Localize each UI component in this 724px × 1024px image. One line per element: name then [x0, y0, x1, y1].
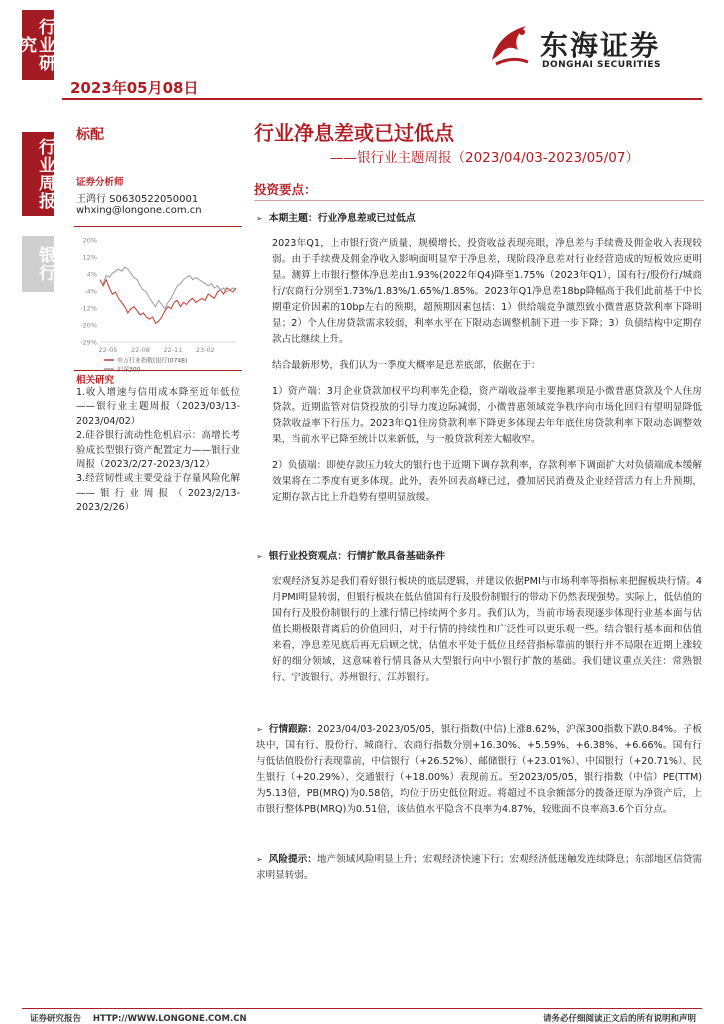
x-tick-label: 22-11 [163, 346, 183, 354]
logo-text-en: DONGHAI SECURITIES [542, 60, 661, 70]
footer-divider [22, 1008, 702, 1009]
related-item[interactable]: 3.经营韧性或主要受益于存量风险化解——银行业周报（2023/2/13-2023/2/26） [76, 473, 240, 514]
y-tick-label: 4% [86, 270, 97, 279]
x-tick-label: 23-02 [195, 346, 215, 354]
analyst-name: 王鸿行 S0630522050001 [76, 194, 199, 205]
related-item[interactable]: 2.硅谷银行流动性危机启示：高增长考验成长型银行资产配置定力——银行业周报（2023/2/27-2023/3/12） [76, 430, 240, 471]
invest-heading: 投资要点： [254, 182, 317, 197]
y-tick-label: 12% [82, 253, 97, 262]
x-tick-label: 22-08 [130, 346, 150, 354]
related-research-list [76, 386, 240, 516]
y-tick-label: -29% [80, 338, 97, 347]
theme-paragraph-1: 2023年Q1，上市银行资产质量、规模增长、投资收益表现亮眼，净息差与手续费及佣金收入表现较弱。由于手续费及佣金净收入影响面明显窄于净息差，现阶段净息差对行业经营造成的短板效应更明显。测算上市银行整体净息差由1.93%(2022年Q4)降至1.75%（2023年Q1），国有行/股份行/城商行/农商行分别至1.73%/1.83%/1.65%/1.85%。2023年Q1净息差18bp降幅高于我们此前基于中长期重定价因素的10bp左右的预期，超预期因素包括：1）供给端竞争激烈致小微普惠贷款利率下降明显；2）个人住房贷款需求较弱，利率水平在下限动态调整机制下进一步下降；3）负债结构中定期存款占比继续上升。 [272, 238, 702, 345]
report-date: 2023年05月08日 [70, 79, 199, 97]
analyst-divider [74, 226, 242, 227]
y-tick-label: 20% [82, 236, 97, 245]
sidebar-tag-weekly: 行业周报 [22, 132, 54, 216]
theme-paragraph-4: 2）负债端：即使存款压力较大的银行也于近期下调存款利率，存款利率下调面扩大对负债端成本缓解效果将在二季度有更多体现。此外，表外回表高峰已过，叠加居民消费及企业经营活力有上升预期，定期存款占比上升趋势有望明显放缓。 [272, 460, 702, 503]
index-comparison-chart [70, 232, 242, 372]
y-tick-label: -20% [80, 321, 97, 330]
bullet-arrow-icon: ➢ [256, 214, 263, 223]
y-tick-label: -12% [80, 304, 97, 313]
analyst-email: whxing@longone.com.cn [76, 205, 202, 216]
section-market: ➢ 行情跟踪：2023/04/03-2023/05/05，银行指数(中信)上涨8.62%，沪深300指数下跌0.84%。子板块中，国有行、股份行、城商行、农商行指数分别+16.30%、+5.59%、+6.38%、+6.66%。国有行与低估值股份行表现靠前，中信银行（+26.52%）、邮储银行（+23.01%）、中国银行（+20.71%）、民生银行（+20.29%）、交通银行（+18.00%）表现前五。至2023/05/05，银行指数（中信）PE(TTM)为5.13倍，PB(MRQ)为0.58倍，均位于历史低位附近。将超过不良余额部分的拨备还原为净资产后，上市银行整体PB(MRQ)为0.51倍，该估值水平隐含不良率为4.87%，较账面不良率高3.6个百分点。 [256, 724, 702, 815]
y-tick-label: -4% [84, 287, 97, 296]
logo-emblem-icon [488, 20, 534, 70]
legend-label [117, 366, 141, 373]
header-divider [62, 98, 702, 100]
chart-divider [74, 370, 242, 371]
risk-paragraph: 地产领域风险明显上升；宏观经济快速下行；宏观经济低迷触发连续降息；东部地区信贷需求明显转弱。 [256, 854, 703, 881]
series-line [100, 280, 236, 324]
logo-text-cn: 东海证券 [540, 29, 661, 62]
x-tick-label: 22-05 [98, 346, 118, 354]
analyst-heading: 证券分析师 [76, 177, 124, 188]
rating: 标配 [76, 127, 104, 143]
bullet-arrow-icon: ➢ [256, 552, 263, 561]
section-risk: ➢ 风险提示：地产领域风险明显上升；宏观经济快速下行；宏观经济低迷触发连续降息；东部地区信贷需求明显转弱。 [256, 854, 703, 881]
report-subtitle: ——银行业主题周报（2023/04/03-2023/05/07） [330, 150, 639, 166]
section-theme: ➢ 本期主题：行业净息差或已过低点 2023年Q1，上市银行资产质量、规模增长、投资收益表现亮眼，净息差与手续费及佣金收入表现较弱。由于手续费及佣金净收入影响面明显窄于净息差，现阶段净息差对行业经营造成的短板效应更明显。测算上市银行整体净息差由1.93%(2022年Q4)降至1.75%（2023年Q1），国有行/股份行/城商行/农商行分别至1.73%/1.83%/1.65%/1.85%。2023年Q1净息差18bp降幅高于我们此前基于中长期重定价因素的10bp左右的预期，超预期因素包括：1）供给端竞争激烈致小微普惠贷款利率下降明显；2）个人住房贷款需求较弱，利率水平在下限动态调整机制下进一步下降；3）负债结构中定期存款占比继续上升。 结合最新形势，我们认为一季度大概率是息差底部，依据在于： 1）资产端：3月企业贷款加权平均利率先企稳，资产端收益率主要拖累项是小微普惠贷款及个人住房贷款。近期监管对信贷投放的引导力度边际减弱，小微普惠领域竞争秩序向市场化回归有望明显降低贷款收益率下行压力。2023年Q1住房贷款利率下降更多体现去年年底住房贷款利率下限动态调整效果，当前水平已降至统计以来新低，与一般贷款利差大幅收窄。 2）负债端：即使存款压力较大的银行也于近期下调存款利率，存款利率下调面扩大对负债端成本缓解效果将在二季度有更多体现。此外，表外回表高峰已过，叠加居民消费及企业经营活力有上升预期，定期存款占比上升趋势有望明显放缓。 [256, 212, 702, 506]
report-title: 行业净息差或已过低点 [254, 121, 454, 145]
footer-left: 证券研究报告 HTTP://WWW.LONGONE.COM.CN [30, 1014, 247, 1024]
sidebar-tag-bank: 银行 [22, 236, 54, 292]
theme-paragraph-2: 结合最新形势，我们认为一季度大概率是息差底部，依据在于： [272, 360, 541, 371]
legend-label: 申万行业指数(银行(0748) [117, 357, 188, 365]
company-logo [488, 14, 708, 76]
section-view: ➢ 银行业投资观点：行情扩散具备基础条件 宏观经济复苏是我们看好银行板块的底层逻辑，并建议依据PMI与市场利率等指标来把握板块行情。4月PMI明显转弱，但银行板块在低估值国有行及股份制银行的带动下仍然表现强势。实际上，低估值的国有行及股份制银行的上涨行情已持续两个多月。我们认为，当前市场表现逐步体现行业基本面与估值长期极限背离后的价值回归，对于行情的持续性和广泛性可以更乐观一些。结合银行基本面和估值来看，净息差见底后再无后顾之忧，估值水平处于低位且经营指标靠前的银行并不局限在近期上涨较好的细分领域，这意味着行情具备从大型银行向中小银行扩散的基础。我们建议重点关注：常熟银行、宁波银行、苏州银行、江苏银行。 [256, 550, 702, 686]
theme-paragraph-3: 1）资产端：3月企业贷款加权平均利率先企稳，资产端收益率主要拖累项是小微普惠贷款及个人住房贷款。近期监管对信贷投放的引导力度边际减弱，小微普惠领域竞争秩序向市场化回归有望明显降低贷款收益率下行压力。2023年Q1住房贷款利率下降更多体现去年年底住房贷款利率下限动态调整效果，当前水平已降至统计以来新低，与一般贷款利差大幅收窄。 [272, 386, 702, 445]
bullet-arrow-icon: ➢ [256, 855, 263, 864]
view-paragraph: 宏观经济复苏是我们看好银行板块的底层逻辑，并建议依据PMI与市场利率等指标来把握板块行情。4月PMI明显转弱，但银行板块在低估值国有行及股份制银行的带动下仍然表现强势。实际上，低估值的国有行及股份制银行的上涨行情已持续两个多月。我们认为，当前市场表现逐步体现行业基本面与估值长期极限背离后的价值回归，对于行情的持续性和广泛性可以更乐观一些。结合银行基本面和估值来看，净息差见底后再无后顾之忧，估值水平处于低位且经营指标靠前的银行并不局限在近期上涨较好的细分领域，这意味着行情具备从大型银行向中小银行扩散的基础。我们建议重点关注：常熟银行、宁波银行、苏州银行、江苏银行。 [272, 576, 702, 683]
footer-disclaimer: 请务必仔细阅读正文后的所有说明和声明 [542, 1014, 696, 1024]
bullet-arrow-icon: ➢ [256, 725, 263, 734]
related-item[interactable]: 1.收入增速与信用成本降至近年低位——银行业主题周报（2023/03/13-2023/04/02） [76, 387, 240, 427]
series-line [100, 267, 236, 309]
market-paragraph: 2023/04/03-2023/05/05，银行指数(中信)上涨8.62%，沪深300指数下跌0.84%。子板块中，国有行、股份行、城商行、农商行指数分别+16.30%、+5.59%、+6.38%、+6.66%。国有行与低估值股份行表现靠前，中信银行（+26.52%）、邮储银行（+23.01%）、中国银行（+20.71%）、民生银行（+20.29%）、交通银行（+18.00%）表现前五。至2023/05/05，银行指数（中信）PE(TTM)为5.13倍，PB(MRQ)为0.58倍，均位于历史低位附近。将超过不良余额部分的拨备还原为净资产后，上市银行整体PB(MRQ)为0.51倍，该估值水平隐含不良率为4.87%，较账面不良率高3.6个百分点。 [256, 724, 702, 815]
sidebar-tag-industry-research: 行业研究 [22, 10, 54, 80]
related-heading: 相关研究 [76, 375, 115, 386]
invest-divider [254, 200, 704, 201]
